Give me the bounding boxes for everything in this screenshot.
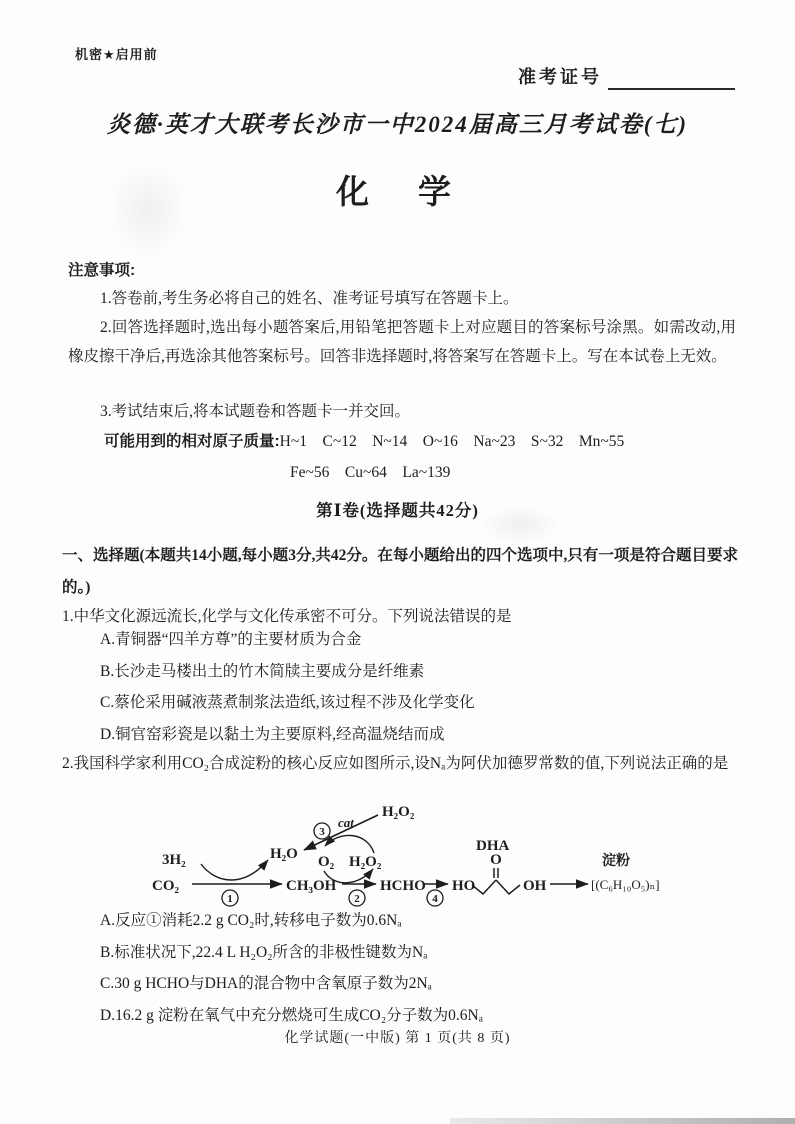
dha-bond-right — [496, 880, 520, 894]
scan-edge-shadow — [450, 1118, 795, 1124]
q1-option-c: C.蔡伦采用碱液蒸煮制浆法造纸,该过程不涉及化学变化 — [100, 694, 475, 711]
atomic-mass-line-2: Fe~56 Cu~64 La~139 — [290, 464, 451, 481]
label-co2: CO₂ — [152, 878, 179, 894]
arrow-h2-to-h2o — [201, 860, 268, 880]
notice-item-1: 1.答卷前,考生务必将自己的姓名、准考证号填写在答题卡上。 — [100, 290, 519, 307]
security-notice: 机密★启用前 — [75, 47, 158, 62]
label-3h2: 3H₂ — [162, 852, 186, 868]
q2-option-d: D.16.2 g 淀粉在氧气中充分燃烧可生成CO₂分子数为0.6Nₐ — [100, 1006, 483, 1024]
question-1-options — [100, 624, 475, 750]
atomic-mass-line-1 — [104, 429, 624, 451]
q2-option-a: A.反应①消耗2.2 g CO₂时,转移电子数为0.6Nₐ — [100, 912, 402, 929]
question-2-options — [100, 905, 483, 1031]
q1-option-a: A.青铜器“四羊方尊”的主要材质为合金 — [100, 631, 362, 648]
q1-option-d: D.铜官窑彩瓷是以黏土为主要原料,经高温烧结而成 — [100, 725, 445, 743]
notice-item-3: 3.考试结束后,将本试题卷和答题卡一并交回。 — [100, 403, 411, 420]
label-h2o2-cycle: H₂O₂ — [349, 854, 382, 870]
q2-option-b: B.标准状况下,22.4 L H₂O₂所含的非极性键数为Nₐ — [100, 943, 428, 961]
section1-instructions: 一、选择题(本题共14小题,每小题3分,共42分。在每小题给出的四个选项中,只有一项是符合题目要求的。) — [62, 547, 738, 596]
label-ho: HO — [452, 878, 476, 894]
notice-item-2: 2.回答选择题时,选出每小题答案后,用铅笔把答题卡上对应题目的答案标号涂黑。如需改动,用橡皮擦干净后,再选涂其他答案标号。回答非选择题时,将答案写在答题卡上。写在本试卷上无效。 — [68, 319, 736, 365]
label-h2o2-top: H₂O₂ — [382, 804, 415, 820]
step4-number: 4 — [432, 893, 438, 905]
label-starch-formula: [(C₆H₁₀O₅)ₙ] — [591, 877, 660, 892]
label-oh: OH — [523, 878, 547, 894]
question-2-stem: 2.我国科学家利用CO₂合成淀粉的核心反应如图所示,设Nₐ为阿伏加德罗常数的值,下列说法正确的是 — [62, 755, 729, 772]
label-dha: DHA — [476, 838, 510, 854]
label-o2: O₂ — [318, 854, 335, 870]
label-starch: 淀粉 — [602, 852, 630, 868]
page-footer: 化学试题(一中版) 第 1 页(共 8 页) — [284, 1031, 511, 1046]
admission-number-label: 准考证号 — [518, 67, 602, 87]
label-carbonyl-o: O — [490, 852, 502, 868]
step1-number: 1 — [227, 893, 233, 905]
exam-title: 炎德·英才大联考长沙市一中2024届高三月考试卷(七) — [106, 112, 689, 137]
subject-title: 化 学 — [336, 175, 459, 211]
label-h2o: H₂O — [270, 846, 298, 862]
q2-option-c: C.30 g HCHO与DHA的混合物中含氧原子数为2Nₐ — [100, 975, 432, 992]
label-ch3oh: CH₃OH — [286, 878, 337, 894]
dha-bond-left — [472, 880, 496, 894]
atomic-mass-label: 可能用到的相对原子质量: — [104, 433, 280, 450]
atomic-mass-values-1: H~1 C~12 N~14 O~16 Na~23 S~32 Mn~55 — [279, 433, 625, 450]
question-1-stem: 1.中华文化源远流长,化学与文化传承密不可分。下列说法错误的是 — [62, 608, 512, 625]
section1-title: 第Ⅰ卷(选择题共42分) — [316, 501, 479, 520]
admission-number-blank-line — [608, 88, 735, 90]
q2-reaction-diagram — [146, 798, 666, 910]
label-cat: cat — [338, 815, 354, 830]
label-hcho: HCHO — [380, 878, 426, 894]
cycle-arrow-top — [325, 835, 374, 853]
step3-number: 3 — [319, 826, 325, 838]
step2-number: 2 — [354, 893, 360, 905]
notice-heading: 注意事项: — [68, 262, 136, 279]
q1-option-b: B.长沙走马楼出土的竹木简牍主要成分是纤维素 — [100, 662, 425, 680]
